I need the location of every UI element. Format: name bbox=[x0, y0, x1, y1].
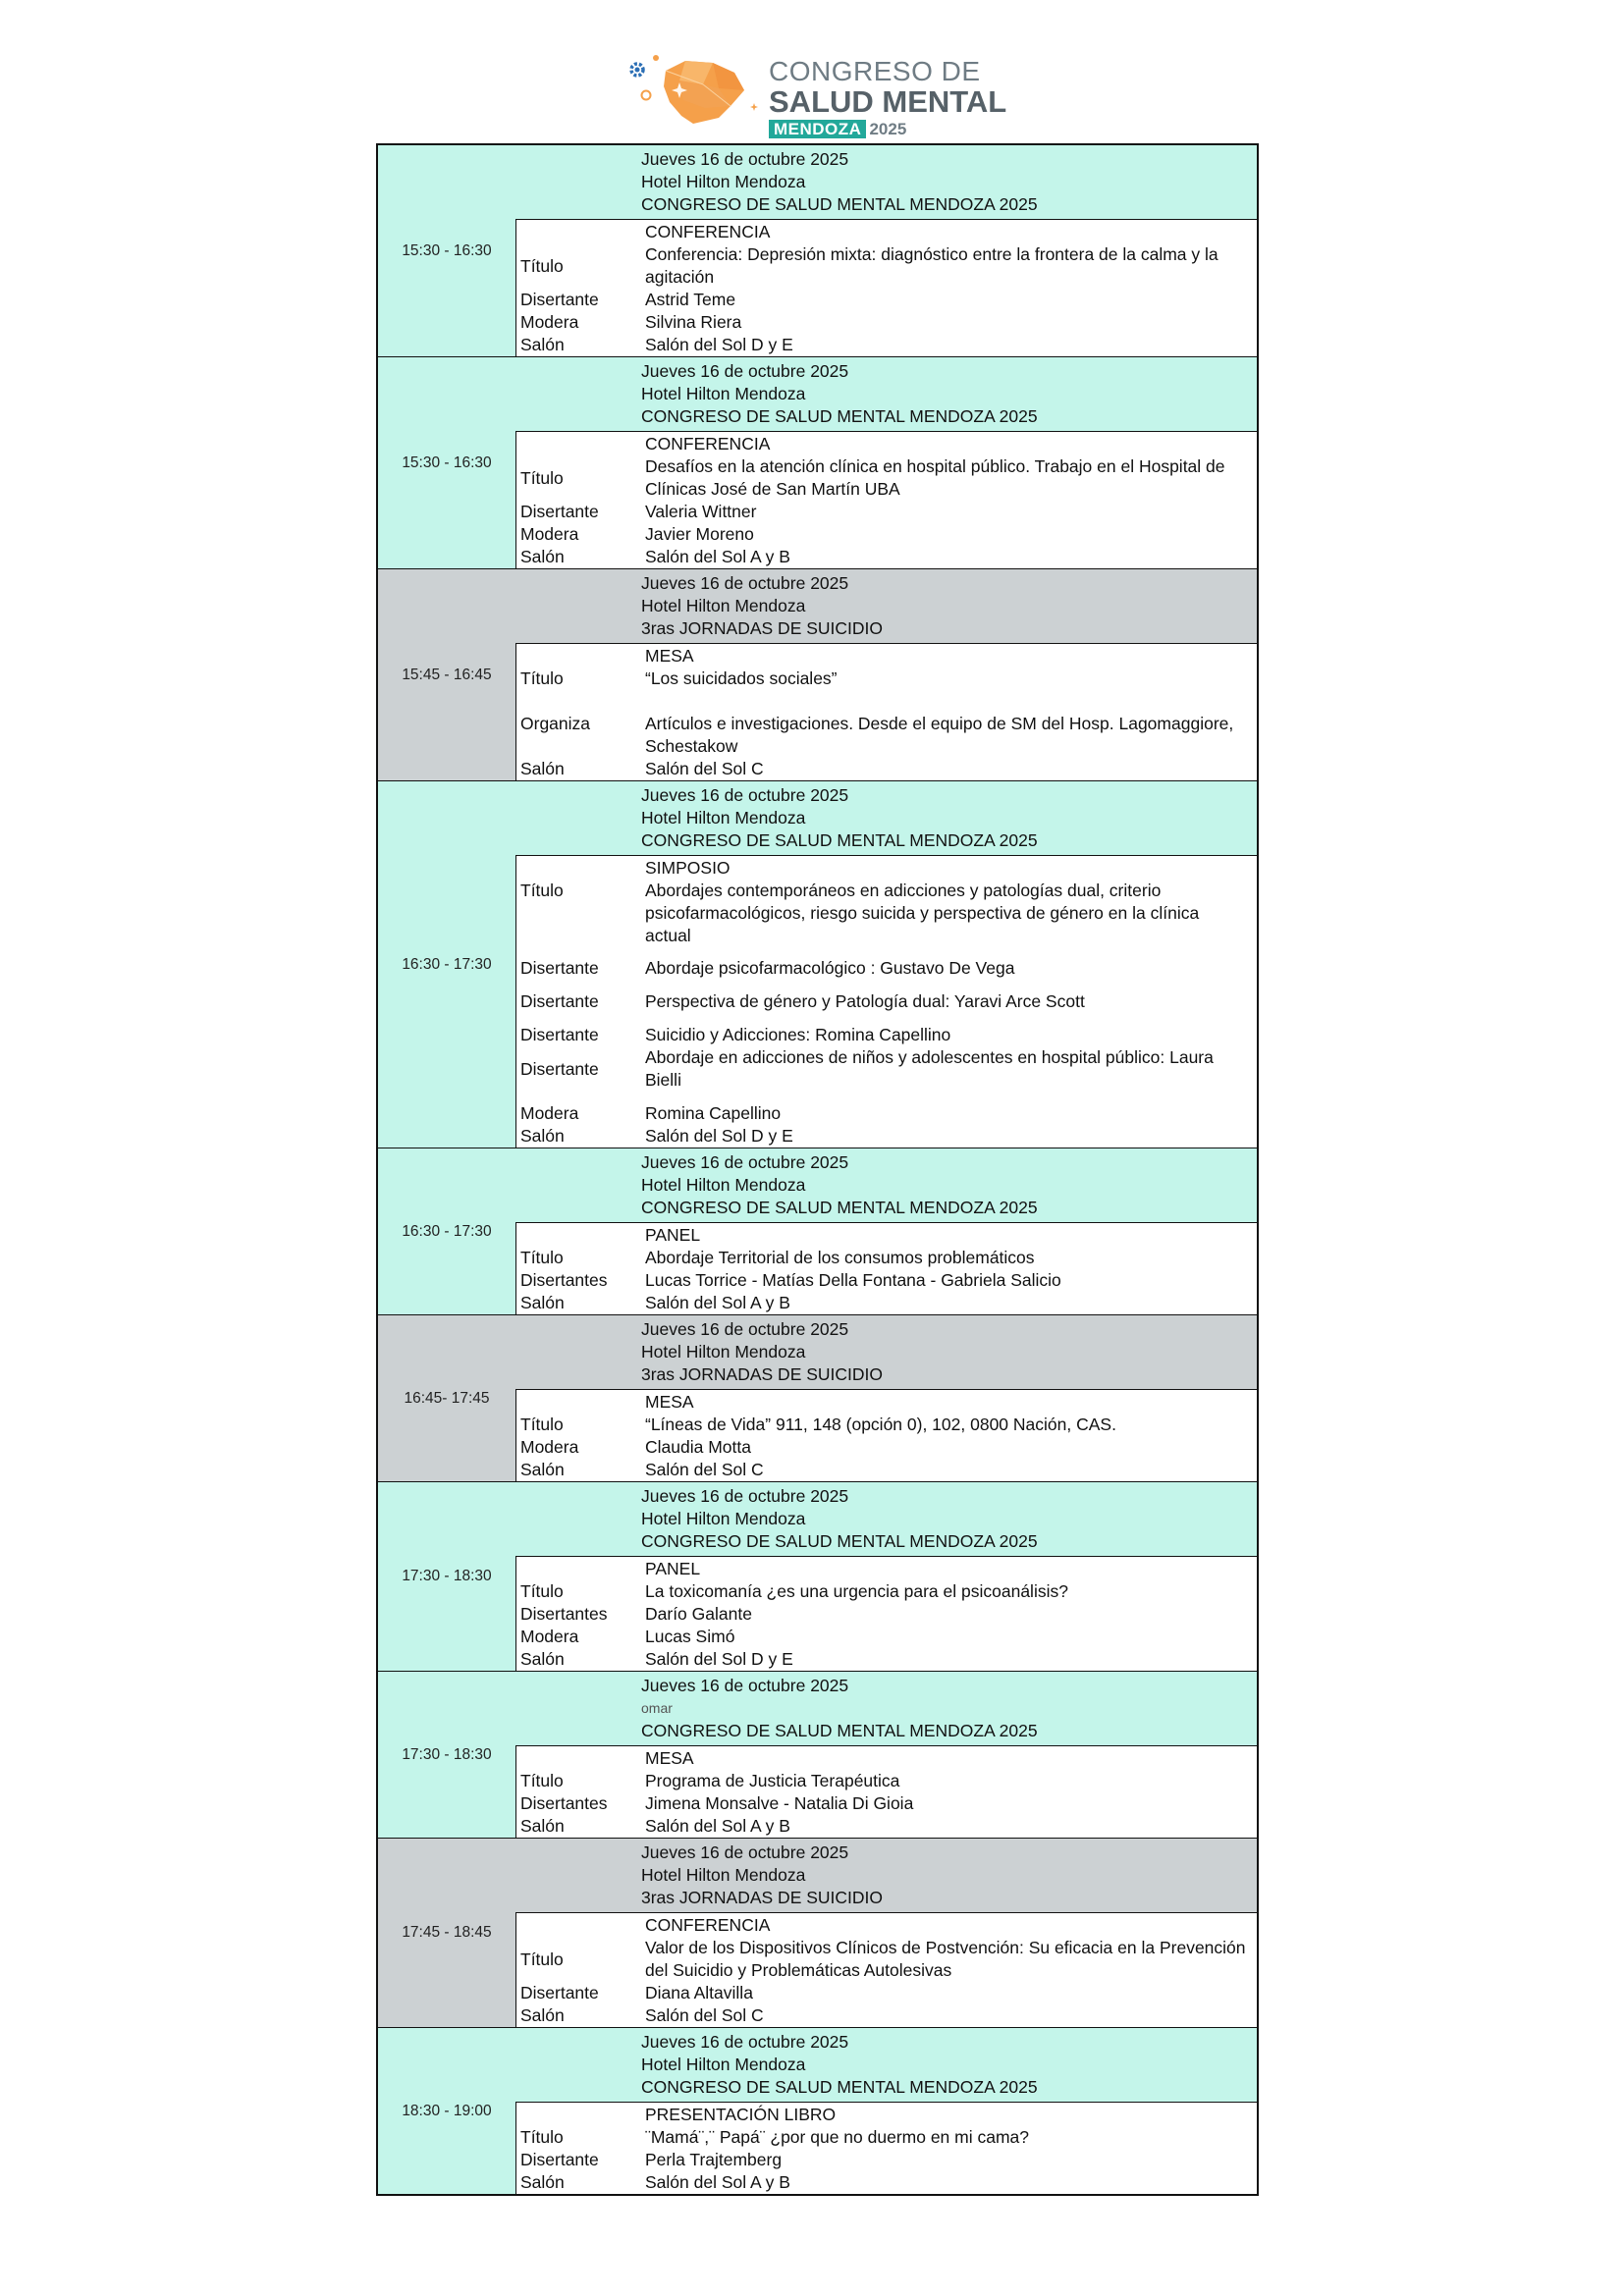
session-hotel: Hotel Hilton Mendoza bbox=[641, 808, 806, 828]
session-type: PANEL bbox=[645, 1559, 701, 1578]
row-label: Modera bbox=[520, 524, 579, 544]
session-header bbox=[641, 569, 1257, 643]
session-date: Jueves 16 de octubre 2025 bbox=[641, 573, 849, 593]
session-type: PRESENTACIÓN LIBRO bbox=[645, 2105, 837, 2124]
row-value: ¨Mamá¨,¨ Papá¨ ¿por que no duermo en mi cama? bbox=[645, 2127, 1029, 2147]
row-label: Título bbox=[520, 1771, 564, 1790]
session-date: Jueves 16 de octubre 2025 bbox=[641, 785, 849, 805]
row-value: Valor de los Dispositivos Clínicos de Postvención: Su eficacia en la Prevención del Suicidio y Problemáticas Autolesivas bbox=[645, 1938, 1246, 1980]
session-block bbox=[378, 1671, 1257, 1838]
row-label: Disertante bbox=[520, 958, 599, 978]
session-date: Jueves 16 de octubre 2025 bbox=[641, 1486, 849, 1506]
row-value: Perspectiva de género y Patología dual: Yaravi Arce Scott bbox=[645, 991, 1085, 1011]
row-value: Javier Moreno bbox=[645, 524, 754, 544]
logo-line1: CONGRESO DE bbox=[769, 56, 981, 86]
session-event: 3ras JORNADAS DE SUICIDIO bbox=[641, 1888, 884, 1907]
row-value: La toxicomanía ¿es una urgencia para el psicoanálisis? bbox=[645, 1581, 1068, 1601]
row-label: Título bbox=[520, 2127, 564, 2147]
session-hotel: Hotel Hilton Mendoza bbox=[641, 2055, 806, 2074]
session-hotel: Hotel Hilton Mendoza bbox=[641, 1342, 806, 1362]
row-label: Salón bbox=[520, 1816, 565, 1836]
session-header bbox=[641, 781, 1257, 855]
row-label: Título bbox=[520, 467, 564, 488]
session-type: CONFERENCIA bbox=[645, 1915, 771, 1935]
row-value: Valeria Wittner bbox=[645, 502, 757, 521]
session-block bbox=[378, 568, 1257, 780]
row-value: Salón del Sol A y B bbox=[645, 2172, 790, 2192]
congress-logo bbox=[624, 51, 1007, 141]
row-value: Lucas Torrice - Matías Della Fontana - Gabriela Salicio bbox=[645, 1270, 1061, 1290]
logo-city: MENDOZA bbox=[769, 120, 866, 138]
session-block bbox=[378, 1838, 1257, 2027]
session-time: 16:45- 17:45 bbox=[404, 1389, 490, 1407]
session-event: CONGRESO DE SALUD MENTAL MENDOZA 2025 bbox=[641, 1198, 1038, 1217]
row-label: Salón bbox=[520, 2005, 565, 2025]
row-value: Romina Capellino bbox=[645, 1103, 782, 1123]
row-value: Perla Trajtemberg bbox=[645, 2150, 783, 2169]
session-header bbox=[641, 1839, 1257, 1912]
row-value: Salón del Sol C bbox=[645, 2005, 764, 2025]
session-header bbox=[641, 1482, 1257, 1556]
session-details bbox=[515, 1745, 1257, 1838]
row-value: Salón del Sol A y B bbox=[645, 1293, 790, 1312]
session-details bbox=[515, 2102, 1257, 2194]
session-time: 16:30 - 17:30 bbox=[402, 955, 492, 973]
row-label: Modera bbox=[520, 1437, 579, 1457]
row-label: Disertante bbox=[520, 2150, 599, 2169]
session-hotel: Hotel Hilton Mendoza bbox=[641, 1175, 806, 1195]
row-value: Salón del Sol C bbox=[645, 1460, 764, 1479]
row-label: Título bbox=[520, 1248, 564, 1267]
row-value: Lucas Simó bbox=[645, 1627, 735, 1646]
row-label: Salón bbox=[520, 1126, 565, 1146]
session-hotel: Hotel Hilton Mendoza bbox=[641, 172, 806, 191]
row-label: Disertantes bbox=[520, 1793, 608, 1813]
row-value: “Líneas de Vida” 911, 148 (opción 0), 102, 0800 Nación, CAS. bbox=[645, 1415, 1116, 1434]
session-block bbox=[378, 356, 1257, 568]
row-label: Disertante bbox=[520, 1983, 599, 2002]
session-details bbox=[515, 1389, 1257, 1481]
row-value: Jimena Monsalve - Natalia Di Gioia bbox=[645, 1793, 914, 1813]
session-time: 18:30 - 19:00 bbox=[402, 2102, 492, 2119]
row-value: Claudia Motta bbox=[645, 1437, 751, 1457]
row-value: Salón del Sol D y E bbox=[645, 335, 793, 354]
row-value: Salón del Sol A y B bbox=[645, 1816, 790, 1836]
schedule-table bbox=[376, 143, 1259, 2196]
row-value: Abordajes contemporáneos en adicciones y patologías dual, criterio psicofarmacológicos, riesgo suicida y perspectiva de género en la clínica actual bbox=[645, 881, 1200, 945]
row-value: Diana Altavilla bbox=[645, 1983, 753, 2002]
row-label: Disertantes bbox=[520, 1270, 608, 1290]
row-value: Programa de Justicia Terapéutica bbox=[645, 1771, 900, 1790]
session-time: 17:45 - 18:45 bbox=[402, 1924, 492, 1941]
session-block bbox=[378, 1148, 1257, 1314]
row-label: Salón bbox=[520, 335, 565, 354]
session-block bbox=[378, 145, 1257, 356]
session-details bbox=[515, 643, 1257, 780]
session-block bbox=[378, 2027, 1257, 2194]
session-details bbox=[515, 1912, 1257, 2027]
session-header bbox=[641, 1315, 1257, 1389]
session-event: CONGRESO DE SALUD MENTAL MENDOZA 2025 bbox=[641, 1531, 1038, 1551]
session-event: CONGRESO DE SALUD MENTAL MENDOZA 2025 bbox=[641, 830, 1038, 850]
session-hotel: Hotel Hilton Mendoza bbox=[641, 1509, 806, 1528]
session-time: 15:30 - 16:30 bbox=[402, 241, 492, 259]
row-value: Salón del Sol D y E bbox=[645, 1649, 793, 1669]
session-date: Jueves 16 de octubre 2025 bbox=[641, 1676, 849, 1695]
row-label: Modera bbox=[520, 312, 579, 332]
row-label: Título bbox=[520, 1581, 564, 1601]
session-time: 16:30 - 17:30 bbox=[402, 1222, 492, 1240]
row-label: Disertantes bbox=[520, 1604, 608, 1624]
session-type: CONFERENCIA bbox=[645, 222, 771, 241]
row-value: Abordaje Territorial de los consumos problemáticos bbox=[645, 1248, 1035, 1267]
session-type: MESA bbox=[645, 646, 694, 666]
row-label: Organiza bbox=[520, 714, 591, 733]
row-value: Salón del Sol D y E bbox=[645, 1126, 793, 1146]
row-label: Modera bbox=[520, 1103, 579, 1123]
session-hotel: Hotel Hilton Mendoza bbox=[641, 384, 806, 403]
session-event: 3ras JORNADAS DE SUICIDIO bbox=[641, 1364, 884, 1384]
row-value: Darío Galante bbox=[645, 1604, 752, 1624]
session-type: SIMPOSIO bbox=[645, 858, 731, 878]
row-label: Disertante bbox=[520, 991, 599, 1011]
row-label: Salón bbox=[520, 759, 565, 778]
row-value: Astrid Teme bbox=[645, 290, 736, 309]
row-label: Disertante bbox=[520, 290, 599, 309]
row-label: Modera bbox=[520, 1627, 579, 1646]
session-block bbox=[378, 1481, 1257, 1671]
row-label: Salón bbox=[520, 1460, 565, 1479]
row-label: Disertante bbox=[520, 1058, 599, 1079]
session-header bbox=[641, 2028, 1257, 2102]
row-label: Título bbox=[520, 668, 564, 688]
session-date: Jueves 16 de octubre 2025 bbox=[641, 1152, 849, 1172]
brain-logo-icon bbox=[624, 51, 762, 141]
session-details bbox=[515, 219, 1257, 356]
session-event: 3ras JORNADAS DE SUICIDIO bbox=[641, 618, 884, 638]
row-label: Título bbox=[520, 255, 564, 276]
session-time: 17:30 - 18:30 bbox=[402, 1568, 492, 1584]
session-type: MESA bbox=[645, 1392, 694, 1412]
row-label: Título bbox=[520, 881, 564, 900]
row-value: “Los suicidados sociales” bbox=[645, 668, 838, 688]
row-label: Disertante bbox=[520, 1025, 599, 1044]
row-label: Salón bbox=[520, 1649, 565, 1669]
session-date: Jueves 16 de octubre 2025 bbox=[641, 361, 849, 381]
session-type: CONFERENCIA bbox=[645, 434, 771, 454]
row-value: Conferencia: Depresión mixta: diagnóstico entre la frontera de la calma y la agitación bbox=[645, 244, 1218, 287]
session-time: 17:30 - 18:30 bbox=[402, 1745, 492, 1763]
row-label: Salón bbox=[520, 1293, 565, 1312]
session-details bbox=[515, 1556, 1257, 1671]
logo-line2: SALUD MENTAL bbox=[769, 84, 1007, 119]
session-type: MESA bbox=[645, 1748, 694, 1768]
session-header bbox=[641, 1672, 1257, 1745]
session-date: Jueves 16 de octubre 2025 bbox=[641, 1319, 849, 1339]
session-date: Jueves 16 de octubre 2025 bbox=[641, 1842, 849, 1862]
session-date: Jueves 16 de octubre 2025 bbox=[641, 2032, 849, 2052]
session-details bbox=[515, 1222, 1257, 1314]
row-value: Salón del Sol A y B bbox=[645, 547, 790, 566]
session-time: 15:45 - 16:45 bbox=[402, 666, 492, 683]
session-date: Jueves 16 de octubre 2025 bbox=[641, 149, 849, 169]
row-value: Abordaje en adicciones de niños y adolescentes en hospital público: Laura Bielli bbox=[645, 1047, 1214, 1090]
session-time: 15:30 - 16:30 bbox=[402, 454, 492, 471]
row-value: Suicidio y Adicciones: Romina Capellino bbox=[645, 1025, 951, 1044]
row-label: Salón bbox=[520, 2172, 565, 2192]
row-value: Desafíos en la atención clínica en hospital público. Trabajo en el Hospital de Clínicas José de San Martín UBA bbox=[645, 456, 1225, 499]
row-value: Artículos e investigaciones. Desde el equipo de SM del Hosp. Lagomaggiore, Schestakow bbox=[645, 714, 1234, 756]
session-header bbox=[641, 357, 1257, 431]
session-hotel: omar bbox=[641, 1700, 673, 1716]
row-label: Título bbox=[520, 1415, 564, 1434]
session-type: PANEL bbox=[645, 1225, 701, 1245]
session-hotel: Hotel Hilton Mendoza bbox=[641, 596, 806, 615]
session-event: CONGRESO DE SALUD MENTAL MENDOZA 2025 bbox=[641, 2077, 1038, 2097]
session-header bbox=[641, 145, 1257, 219]
row-value: Silvina Riera bbox=[645, 312, 742, 332]
row-label: Disertante bbox=[520, 502, 599, 521]
session-event: CONGRESO DE SALUD MENTAL MENDOZA 2025 bbox=[641, 194, 1038, 214]
session-hotel: Hotel Hilton Mendoza bbox=[641, 1865, 806, 1885]
session-block bbox=[378, 780, 1257, 1148]
row-value: Abordaje psicofarmacológico : Gustavo De Vega bbox=[645, 958, 1015, 978]
session-event: CONGRESO DE SALUD MENTAL MENDOZA 2025 bbox=[641, 1721, 1038, 1740]
logo-year: 2025 bbox=[869, 120, 907, 138]
session-details bbox=[515, 431, 1257, 568]
session-block bbox=[378, 1314, 1257, 1481]
row-label: Salón bbox=[520, 547, 565, 566]
session-details bbox=[515, 855, 1257, 1148]
row-value: Salón del Sol C bbox=[645, 759, 764, 778]
row-label: Título bbox=[520, 1949, 564, 1969]
session-event: CONGRESO DE SALUD MENTAL MENDOZA 2025 bbox=[641, 406, 1038, 426]
session-header bbox=[641, 1148, 1257, 1222]
